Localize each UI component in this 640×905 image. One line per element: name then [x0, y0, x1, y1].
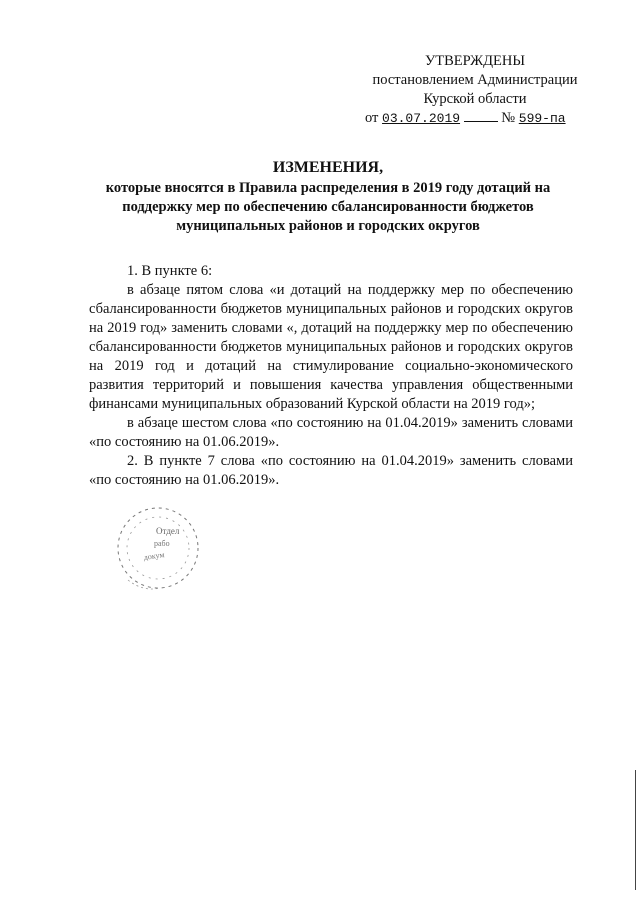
paragraph: 1. В пункте 6:: [127, 263, 213, 279]
paragraph: в абзаце пятом слова «и дотаций на поддержку мер по обеспечению сбалансированности бюджетов муниципальных районов и городских округов на 2019 год» заменить словами «, дотаций на поддержку мер по обеспечению сбалансированности бюджетов муниципальных районов и городских округов на 2019 год и дотаций на стимулирование социально-экономического развития территорий и повышения качества управления общественными финансами муниципальных образований Курской области на 2019 год»;: [89, 282, 573, 412]
page-edge-mark: [635, 770, 636, 890]
heading-subtitle: которые вносятся в Правила распределения в 2019 году дотаций на поддержку мер по обеспечению сбалансированности бюджетов муниципальных районов и городских округов: [105, 180, 551, 234]
document-heading: [80, 158, 576, 236]
paragraph: в абзаце шестом слова «по состоянию на 01.04.2019» заменить словами «по состоянию на 01.06.2019».: [89, 415, 573, 450]
approval-line-1: постановлением Администрации: [372, 72, 578, 88]
document-date: 03.07.2019: [382, 111, 461, 126]
document-number: 599-па: [518, 111, 566, 126]
office-stamp: [108, 500, 208, 600]
date-underline: [464, 109, 498, 122]
stamp-line-1: Отдел: [156, 526, 180, 536]
approval-line-2: Курской области: [423, 91, 527, 107]
approval-title: УТВЕРЖДЕНЫ: [424, 53, 526, 69]
stamp-line-2: рабо: [154, 539, 170, 548]
approval-block: [360, 52, 590, 128]
document-body: [89, 262, 573, 490]
approval-date-number: [365, 109, 590, 128]
paragraph: 2. В пункте 7 слова «по состоянию на 01.04.2019» заменить словами «по состоянию на 01.06.2019».: [89, 453, 573, 488]
date-prefix: от: [365, 110, 379, 126]
heading-title: ИЗМЕНЕНИЯ,: [272, 159, 384, 176]
stamp-line-3: докум: [143, 550, 166, 562]
number-prefix: №: [501, 110, 516, 126]
